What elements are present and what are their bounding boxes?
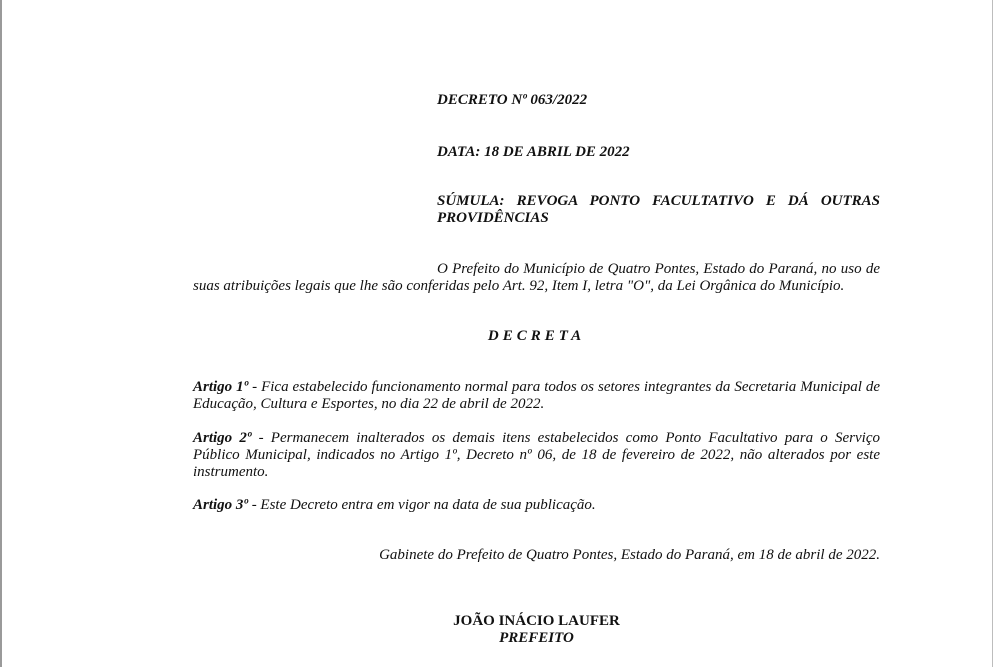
article-3 — [193, 497, 880, 514]
article-1-text: - Fica estabelecido funcionamento normal para todos os setores integrantes da Secretaria Municipal de Educação, Cultura e Esportes, no dia 22 de abril de 2022. — [193, 379, 880, 412]
signatory-role: PREFEITO — [499, 630, 574, 646]
article-2-text: - Permanecem inalterados os demais itens estabelecidos como Ponto Facultativo para o Serviço Público Municipal, indicados no Artigo 1º, Decreto nº 06, de 18 de fevereiro de 2022, não alterados por este instrumento. — [193, 430, 880, 480]
decreta-heading: DECRETA — [487, 328, 586, 344]
article-1-label: Artigo 1º — [193, 379, 249, 395]
decree-date: DATA: 18 DE ABRIL DE 2022 — [437, 144, 630, 160]
preamble-paragraph: O Prefeito do Município de Quatro Pontes, Estado do Paraná, no uso de suas atribuições legais que lhe são conferidas pelo Art. 92, Item I, letra "O", da Lei Orgânica do Município. — [193, 261, 880, 294]
article-1 — [193, 379, 880, 413]
closing-line: Gabinete do Prefeito de Quatro Pontes, Estado do Paraná, em 18 de abril de 2022. — [379, 547, 880, 563]
decree-summary: SÚMULA: REVOGA PONTO FACULTATIVO E DÁ OUTRAS PROVIDÊNCIAS — [437, 193, 880, 226]
article-2-label: Artigo 2º — [193, 430, 252, 446]
article-3-label: Artigo 3º — [193, 497, 248, 513]
decree-number: DECRETO Nº 063/2022 — [437, 92, 588, 108]
signatory-name: JOÃO INÁCIO LAUFER — [453, 613, 620, 629]
article-2 — [193, 430, 880, 481]
article-3-text: - Este Decreto entra em vigor na data de sua publicação. — [247, 497, 596, 513]
signature-block — [193, 613, 880, 647]
